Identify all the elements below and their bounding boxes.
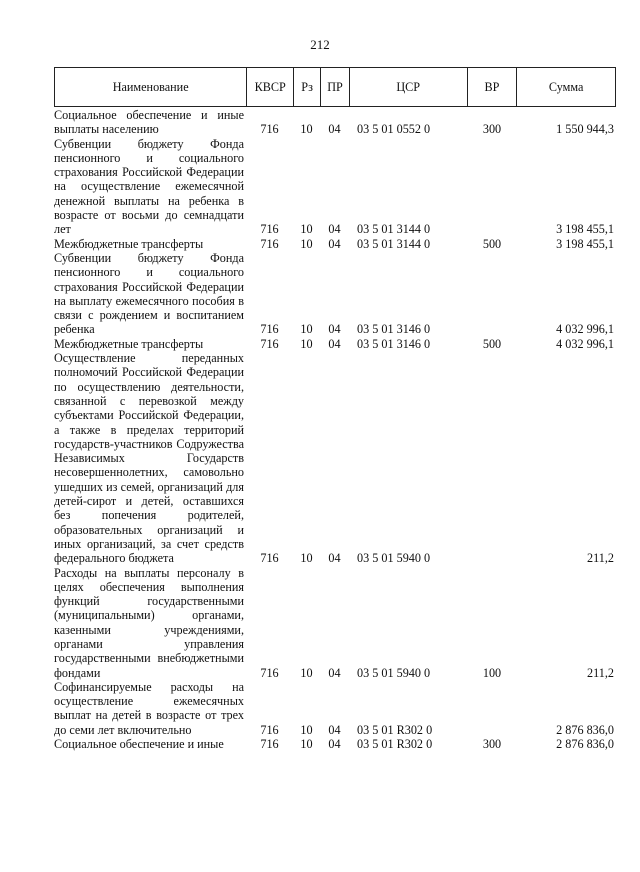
table-row (54, 137, 616, 237)
row-sum: 3 198 455,1 (556, 236, 614, 251)
table-row (54, 737, 616, 751)
row-kvsr: 716 (260, 665, 279, 680)
row-vr: 500 (482, 336, 502, 351)
row-rz: 10 (300, 322, 313, 337)
header-csr: ЦСР (349, 68, 467, 106)
row-name: Социальное обеспечение и иные (54, 737, 224, 752)
row-sum: 3 198 455,1 (556, 222, 614, 237)
row-pr: 04 (328, 551, 341, 566)
row-kvsr: 716 (260, 737, 279, 752)
table-row (54, 680, 616, 737)
row-pr: 04 (328, 665, 341, 680)
row-vr: 300 (482, 122, 502, 137)
row-sum: 211,2 (587, 665, 614, 680)
row-csr: 03 5 01 3144 0 (357, 222, 431, 237)
row-pr: 04 (328, 336, 341, 351)
row-name: Межбюджетные трансферты (54, 336, 204, 351)
row-name: Субвенции бюджету Фонда пенсионного и социального страхования Российской Федерации на выплату ежемесячного пособия в связи с рождением и воспитанием ребенка (54, 250, 244, 337)
row-sum: 2 876 836,0 (556, 737, 614, 752)
row-sum: 4 032 996,1 (556, 336, 614, 351)
table-row (54, 251, 616, 337)
row-rz: 10 (300, 122, 313, 137)
row-csr: 03 5 01 0552 0 (357, 122, 431, 137)
budget-table (54, 67, 616, 751)
row-rz: 10 (300, 336, 313, 351)
row-pr: 04 (328, 737, 341, 752)
row-sum: 1 550 944,3 (556, 122, 614, 137)
row-vr: 300 (482, 737, 502, 752)
row-name: Социальное обеспечение и иные выплаты населению (54, 108, 244, 137)
row-csr: 03 5 01 R302 0 (357, 722, 433, 737)
row-kvsr: 716 (260, 551, 279, 566)
table-row (54, 337, 616, 351)
row-csr: 03 5 01 3146 0 (357, 336, 431, 351)
table-row (54, 108, 616, 137)
row-pr: 04 (328, 236, 341, 251)
row-csr: 03 5 01 5940 0 (357, 665, 431, 680)
row-name: Софинансируемые расходы на осуществление ежемесячных выплат на детей в возрасте от трех до семи лет включительно (54, 679, 244, 737)
row-kvsr: 716 (260, 222, 279, 237)
row-rz: 10 (300, 236, 313, 251)
row-csr: 03 5 01 5940 0 (357, 551, 431, 566)
row-name: Субвенции бюджету Фонда пенсионного и социального страхования Российской Федерации на осуществление ежемесячной денежной выплаты на ребенка в возрасте от восьми до семнадцати лет (54, 136, 244, 237)
row-pr: 04 (328, 722, 341, 737)
row-rz: 10 (300, 737, 313, 752)
header-name: Наименование (112, 79, 189, 94)
row-csr: 03 5 01 3144 0 (357, 236, 431, 251)
table-header (54, 67, 616, 107)
row-kvsr: 716 (260, 722, 279, 737)
table-row (54, 351, 616, 565)
row-kvsr: 716 (260, 322, 279, 337)
row-vr: 100 (482, 665, 502, 680)
header-rz: Рз (293, 68, 320, 106)
header-pr: ПР (320, 68, 349, 106)
row-rz: 10 (300, 551, 313, 566)
header-vr: ВР (467, 68, 517, 106)
row-name: Расходы на выплаты персоналу в целях обеспечения выполнения функций государственными (муниципальными) органами, казенными учреждениями, органами управления государственными внебюджетными фондами (54, 565, 244, 680)
row-sum: 4 032 996,1 (556, 322, 614, 337)
row-pr: 04 (328, 222, 341, 237)
header-kvsr: КВСР (246, 68, 293, 106)
table-row (54, 237, 616, 251)
row-csr: 03 5 01 3146 0 (357, 322, 431, 337)
row-sum: 211,2 (587, 551, 614, 566)
row-rz: 10 (300, 722, 313, 737)
row-kvsr: 716 (260, 336, 279, 351)
row-vr: 500 (482, 236, 502, 251)
row-name: Осуществление переданных полномочий Российской Федерации по осуществлению деятельности, связанной с перевозкой между субъектами Российской Федерации, а также в пределах территорий государств-участников Содружества Независимых Государств несовершеннолетних, самовольно ушедших из семей, организаций для детей-сирот и детей, оставшихся без попечения родителей, образовательных организаций и иных организаций, за счет средств федерального бюджета (54, 351, 244, 566)
row-kvsr: 716 (260, 122, 279, 137)
row-rz: 10 (300, 222, 313, 237)
row-rz: 10 (300, 665, 313, 680)
page-number: 212 (310, 37, 330, 52)
row-pr: 04 (328, 122, 341, 137)
row-pr: 04 (328, 322, 341, 337)
row-kvsr: 716 (260, 236, 279, 251)
row-name: Межбюджетные трансферты (54, 236, 204, 251)
row-csr: 03 5 01 R302 0 (357, 737, 433, 752)
row-sum: 2 876 836,0 (556, 722, 614, 737)
header-sum: Сумма (516, 68, 615, 106)
table-body (54, 108, 616, 751)
table-row (54, 566, 616, 680)
